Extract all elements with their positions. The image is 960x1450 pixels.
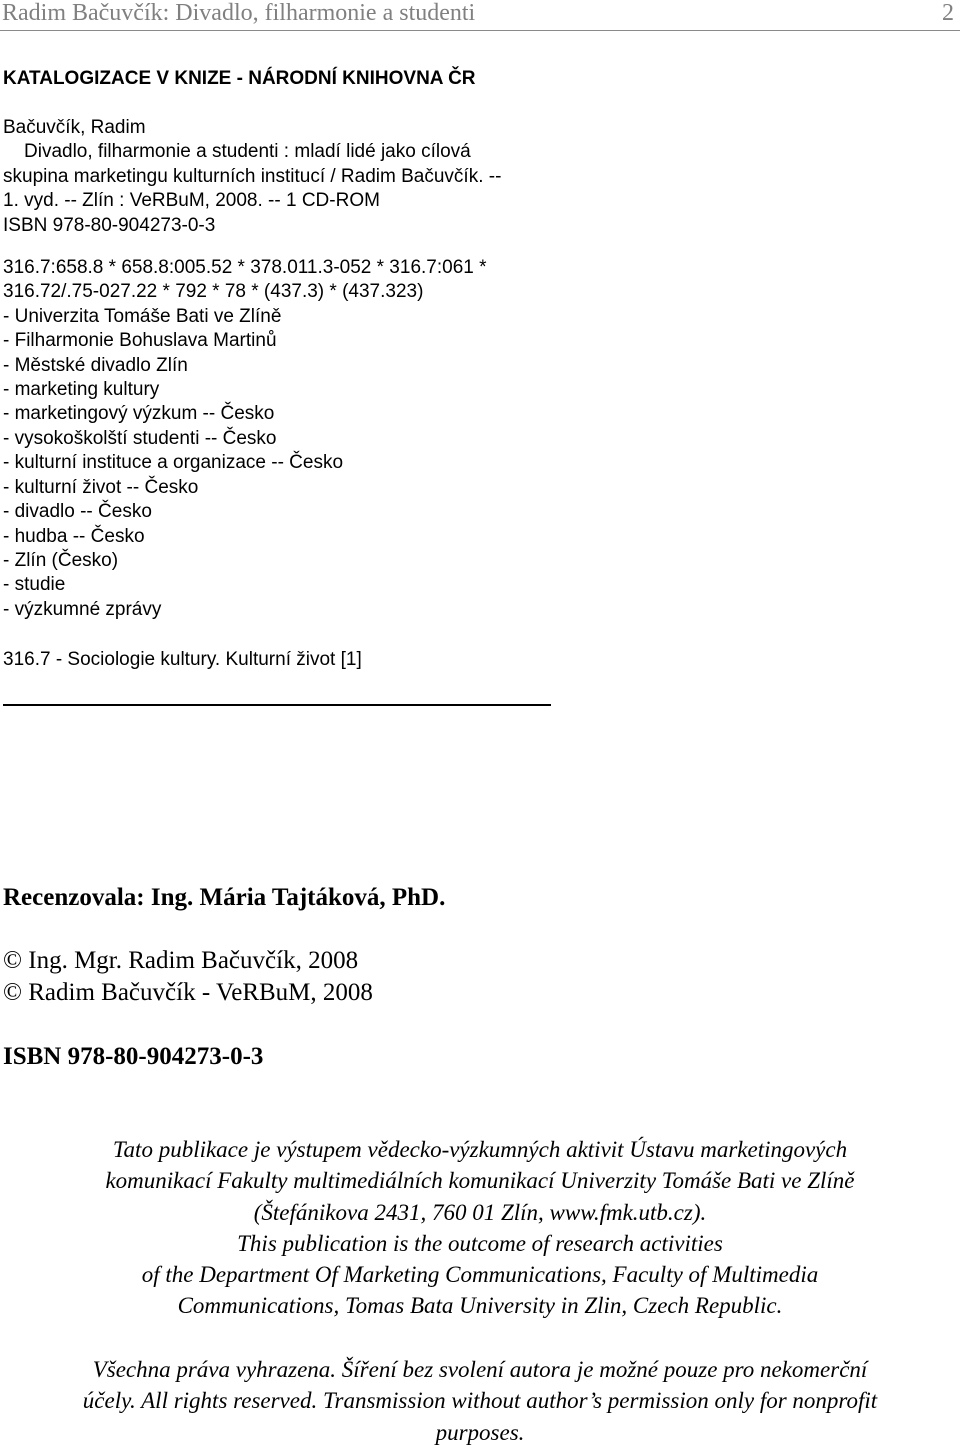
rights-line: purposes.: [435, 1419, 525, 1445]
running-header: [0, 0, 960, 31]
publication-note: [0, 1134, 960, 1322]
isbn-line: ISBN 978-80-904273-0-3: [3, 1043, 264, 1070]
subject-item: - Univerzita Tomáše Bati ve Zlíně: [3, 305, 282, 327]
note-line: Communications, Tomas Bata University in Zlin, Czech Republic.: [177, 1293, 783, 1319]
subject-item: - marketing kultury: [3, 379, 160, 401]
subject-item: - hudba -- Česko: [3, 525, 145, 547]
catalog-edition-line: 1. vyd. -- Zlín : VeRBuM, 2008. -- 1 CD-ROM: [3, 190, 380, 212]
divider-rule: [3, 704, 551, 706]
catalog-heading: KATALOGIZACE V KNIZE - NÁRODNÍ KNIHOVNA ČR: [3, 68, 476, 89]
subject-item: - Zlín (Česko): [3, 549, 119, 571]
copyright-line: © Ing. Mgr. Radim Bačuvčík, 2008: [3, 947, 359, 974]
rights-line: Všechna práva vyhrazena. Šíření bez svolení autora je možné pouze pro nekomerční: [92, 1357, 868, 1382]
reviewer-line: Recenzovala: Ing. Mária Tajtáková, PhD.: [3, 884, 446, 911]
subject-item: - marketingový výzkum -- Česko: [3, 403, 275, 425]
subject-item: - kulturní instituce a organizace -- Česko: [3, 452, 344, 474]
header-title: Radim Bačuvčík: Divadlo, filharmonie a studenti: [2, 0, 476, 26]
note-line: of the Department Of Marketing Communications, Faculty of Multimedia: [141, 1262, 819, 1288]
catalog-author: Bačuvčík, Radim: [3, 117, 146, 138]
note-line: komunikací Fakulty multimediálních komunikací Univerzity Tomáše Bati ve Zlíně: [105, 1168, 855, 1194]
subject-item: - studie: [3, 574, 66, 596]
subject-item: - divadlo -- Česko: [3, 501, 152, 523]
rights-notice: [0, 1354, 960, 1448]
rights-line: účely. All rights reserved. Transmission without author’s permission only for nonprofit: [82, 1388, 878, 1414]
note-line: (Štefánikova 2431, 760 01 Zlín, www.fmk.utb.cz).: [253, 1199, 707, 1225]
classification-line: 316.7 - Sociologie kultury. Kulturní život [1]: [3, 649, 362, 670]
catalog-isbn-line: ISBN 978-80-904273-0-3: [3, 214, 216, 236]
note-line: Tato publikace je výstupem vědecko-výzkumných aktivit Ústavu marketingových: [112, 1137, 848, 1162]
note-line: This publication is the outcome of research activities: [237, 1230, 723, 1256]
copyright-line: © Radim Bačuvčík - VeRBuM, 2008: [3, 979, 373, 1006]
subject-item: - Filharmonie Bohuslava Martinů: [3, 330, 277, 352]
udc-line: 316.7:658.8 * 658.8:005.52 * 378.011.3-052 * 316.7:061 *: [3, 257, 487, 279]
subject-item: - kulturní život -- Česko: [3, 476, 199, 498]
subject-item: - Městské divadlo Zlín: [3, 354, 188, 376]
udc-line: 316.72/.75-027.22 * 792 * 78 * (437.3) * (437.323): [3, 281, 424, 303]
catalog-title-line: skupina marketingu kulturních institucí / Radim Bačuvčík. --: [3, 165, 502, 187]
subject-item: - vysokoškolští studenti -- Česko: [3, 427, 277, 449]
catalog-title-line: Divadlo, filharmonie a studenti : mladí lidé jako cílová: [24, 141, 471, 163]
subject-item: - výzkumné zprávy: [3, 598, 162, 620]
page-number: 2: [942, 0, 954, 26]
catalog-record: [3, 116, 563, 622]
